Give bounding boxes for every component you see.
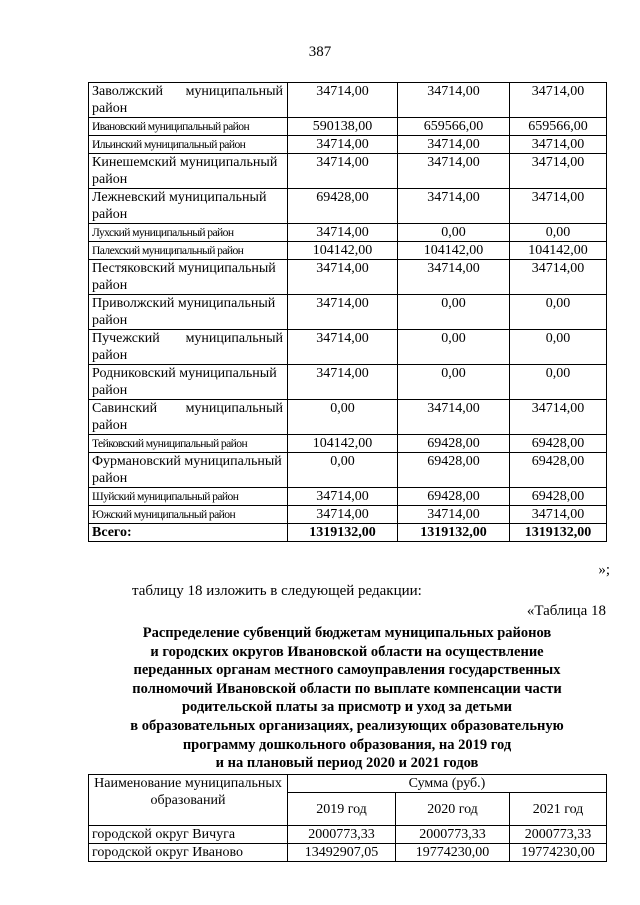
value-2019: 0,00 xyxy=(288,400,398,435)
municipality-name: Приволжский муниципальный район xyxy=(89,295,288,330)
table-row xyxy=(89,260,607,295)
value-2019: 34714,00 xyxy=(288,330,398,365)
value-2021: 34714,00 xyxy=(510,189,607,224)
value-2021: 2000773,33 xyxy=(510,826,607,844)
value-2020: 34714,00 xyxy=(398,506,510,524)
table-row xyxy=(89,826,607,844)
value-2021: 69428,00 xyxy=(510,435,607,453)
municipality-name: Ильинский муниципальный район xyxy=(89,136,288,154)
value-2019: 34714,00 xyxy=(288,506,398,524)
table-row xyxy=(89,488,607,506)
value-2021: 19774230,00 xyxy=(510,844,607,862)
header-sum-cell: Сумма (руб.) xyxy=(288,775,607,793)
value-2021: 34714,00 xyxy=(510,506,607,524)
municipality-name: городской округ Вичуга xyxy=(89,826,288,844)
table-row xyxy=(89,118,607,136)
header-year-2021: 2021 год xyxy=(510,793,607,826)
table-row xyxy=(89,136,607,154)
total-2019: 1319132,00 xyxy=(288,524,398,542)
value-2021: 0,00 xyxy=(510,330,607,365)
total-row xyxy=(89,524,607,542)
table-row xyxy=(89,400,607,435)
value-2021: 659566,00 xyxy=(510,118,607,136)
value-2019: 69428,00 xyxy=(288,189,398,224)
table-row xyxy=(89,435,607,453)
municipality-name: Пучежский муниципальный район xyxy=(89,330,288,365)
page-number: 387 xyxy=(308,44,332,60)
municipality-name: Южский муниципальный район xyxy=(89,506,288,524)
heading-line: и городских округов Ивановской области на осуществление xyxy=(150,643,544,660)
subsidy-table-18 xyxy=(88,774,607,862)
value-2020: 34714,00 xyxy=(398,260,510,295)
value-2020: 34714,00 xyxy=(398,154,510,189)
closing-quote: »; xyxy=(598,562,610,578)
municipality-name: Палехский муниципальный район xyxy=(89,242,288,260)
municipality-name: Заволжский муниципальный район xyxy=(89,83,288,118)
total-label: Всего: xyxy=(89,524,288,542)
heading-line: программу дошкольного образования, на 2019 год xyxy=(182,736,512,753)
municipality-name: городской округ Иваново xyxy=(89,844,288,862)
municipality-name: Родниковский муниципальный район xyxy=(89,365,288,400)
municipality-name: Лежневский муниципальный район xyxy=(89,189,288,224)
table-row xyxy=(89,844,607,862)
value-2019: 34714,00 xyxy=(288,154,398,189)
total-2021: 1319132,00 xyxy=(510,524,607,542)
table-row xyxy=(89,506,607,524)
value-2020: 2000773,33 xyxy=(396,826,510,844)
value-2021: 69428,00 xyxy=(510,453,607,488)
value-2020: 34714,00 xyxy=(398,189,510,224)
value-2020: 19774230,00 xyxy=(396,844,510,862)
value-2020: 0,00 xyxy=(398,365,510,400)
table-row xyxy=(89,224,607,242)
value-2019: 34714,00 xyxy=(288,136,398,154)
table-row xyxy=(89,154,607,189)
value-2021: 69428,00 xyxy=(510,488,607,506)
value-2021: 0,00 xyxy=(510,295,607,330)
table-row xyxy=(89,295,607,330)
value-2019: 34714,00 xyxy=(288,365,398,400)
value-2019: 13492907,05 xyxy=(288,844,396,862)
value-2021: 0,00 xyxy=(510,224,607,242)
value-2019: 34714,00 xyxy=(288,260,398,295)
municipality-name: Савинский муниципальный район xyxy=(89,400,288,435)
heading-line: полномочий Ивановской области по выплате компенсации части xyxy=(132,680,562,697)
value-2021: 34714,00 xyxy=(510,83,607,118)
header-name-cell: Наименование муниципальных образований xyxy=(89,775,288,826)
heading-line: переданных органам местного самоуправления государственных xyxy=(133,662,561,679)
table-18-body xyxy=(89,826,607,862)
value-2019: 2000773,33 xyxy=(288,826,396,844)
value-2021: 104142,00 xyxy=(510,242,607,260)
value-2020: 0,00 xyxy=(398,224,510,242)
value-2019: 34714,00 xyxy=(288,224,398,242)
value-2020: 0,00 xyxy=(398,330,510,365)
value-2020: 659566,00 xyxy=(398,118,510,136)
value-2019: 590138,00 xyxy=(288,118,398,136)
municipality-name: Фурмановский муниципальный район xyxy=(89,453,288,488)
subsidy-table-17 xyxy=(88,82,607,542)
table-18-heading xyxy=(88,624,606,773)
heading-line: Распределение субвенций бюджетам муниципальных районов xyxy=(142,625,552,641)
table-18-label: «Таблица 18 xyxy=(526,603,606,619)
municipality-name: Шуйский муниципальный район xyxy=(89,488,288,506)
value-2020: 0,00 xyxy=(398,295,510,330)
municipality-name: Пестяковский муниципальный район xyxy=(89,260,288,295)
total-2020: 1319132,00 xyxy=(398,524,510,542)
header-year-2020: 2020 год xyxy=(396,793,510,826)
value-2019: 104142,00 xyxy=(288,242,398,260)
value-2019: 34714,00 xyxy=(288,295,398,330)
table-row xyxy=(89,453,607,488)
municipality-name: Кинешемский муниципальный район xyxy=(89,154,288,189)
table-row xyxy=(89,330,607,365)
value-2019: 34714,00 xyxy=(288,488,398,506)
value-2021: 0,00 xyxy=(510,365,607,400)
table-row xyxy=(89,189,607,224)
heading-line: и на плановый период 2020 и 2021 годов xyxy=(215,755,479,772)
value-2020: 34714,00 xyxy=(398,83,510,118)
value-2021: 34714,00 xyxy=(510,136,607,154)
value-2019: 34714,00 xyxy=(288,83,398,118)
value-2020: 34714,00 xyxy=(398,400,510,435)
table-row xyxy=(89,242,607,260)
value-2019: 104142,00 xyxy=(288,435,398,453)
heading-line: в образовательных организациях, реализующих образовательную xyxy=(130,717,564,734)
header-year-2019: 2019 год xyxy=(288,793,396,826)
heading-line: родительской платы за присмотр и уход за детьми xyxy=(181,699,513,716)
value-2020: 69428,00 xyxy=(398,453,510,488)
municipality-name: Лухский муниципальный район xyxy=(89,224,288,242)
value-2021: 34714,00 xyxy=(510,260,607,295)
table-row xyxy=(89,365,607,400)
value-2019: 0,00 xyxy=(288,453,398,488)
value-2021: 34714,00 xyxy=(510,400,607,435)
table-header-row xyxy=(89,775,607,793)
table-17-body xyxy=(89,83,607,542)
value-2020: 69428,00 xyxy=(398,488,510,506)
value-2020: 69428,00 xyxy=(398,435,510,453)
municipality-name: Тейковский муниципальный район xyxy=(89,435,288,453)
value-2020: 104142,00 xyxy=(398,242,510,260)
value-2020: 34714,00 xyxy=(398,136,510,154)
municipality-name: Ивановский муниципальный район xyxy=(89,118,288,136)
table-row xyxy=(89,83,607,118)
amendment-paragraph: таблицу 18 изложить в следующей редакции: xyxy=(132,583,422,599)
value-2021: 34714,00 xyxy=(510,154,607,189)
